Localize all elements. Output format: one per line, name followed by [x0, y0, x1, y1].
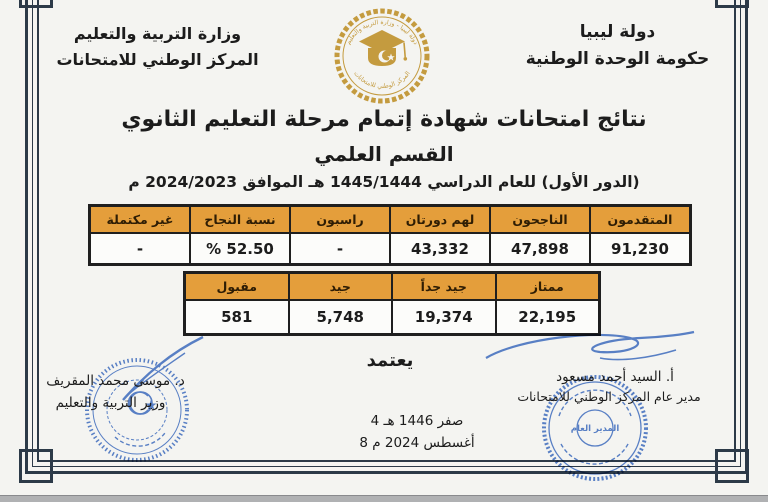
results-table — [88, 204, 692, 266]
approval-label: يعتمد — [366, 350, 414, 371]
grades-table — [183, 271, 601, 336]
results-value-cell: - — [290, 233, 390, 264]
director-signature-ink-icon — [480, 328, 698, 372]
grades-header-cell: جيد جداً — [392, 273, 496, 300]
section-title: القسم العلمي — [314, 142, 454, 166]
results-header-cell: الناجحون — [490, 206, 590, 233]
frame-corner-ornament — [715, 0, 749, 8]
director-signature-title: مدير عام المركز الوطني للامتحانات — [517, 389, 701, 404]
grades-header-cell: ممتاز — [496, 273, 600, 300]
frame-corner-ornament — [19, 0, 53, 8]
scan-edge-strip — [0, 495, 768, 502]
header-state-block — [505, 19, 730, 73]
state-name: دولة ليبيا — [579, 22, 656, 42]
ministry-name: وزارة التربية والتعليم — [73, 24, 242, 43]
director-signature-name: أ. السيد أحمد مسعود — [556, 369, 674, 385]
government-name: حكومة الوحدة الوطنية — [525, 49, 710, 70]
results-value-cell: 43,332 — [390, 233, 490, 264]
seal-bottom-text: المركز الوطني للامتحانات — [352, 70, 412, 91]
hijri-date: 4 صفر 1446 هـ — [370, 413, 464, 429]
frame-corner-ornament — [715, 449, 749, 483]
exams-center-name: المركز الوطني للامتحانات — [56, 49, 259, 69]
date-block — [312, 410, 522, 455]
director-stamp-center-text: المدير العام — [570, 424, 620, 434]
results-value-row — [90, 233, 690, 264]
results-value-cell: 47,898 — [490, 233, 590, 264]
results-header-cell: راسبون — [290, 206, 390, 233]
grades-header-cell: مقبول — [185, 273, 289, 300]
results-value-cell: 91,230 — [590, 233, 690, 264]
certificate-title: نتائج امتحانات شهادة إتمام مرحلة التعليم الثانوي — [121, 107, 647, 132]
results-header-row — [90, 206, 690, 233]
grades-value-cell: 581 — [185, 300, 289, 334]
ministry-seal-icon — [332, 6, 432, 106]
results-header-cell: المتقدمون — [590, 206, 690, 233]
grades-value-cell: 5,748 — [289, 300, 393, 334]
minister-signature-name: د. موسى محمد المقريف — [46, 373, 185, 389]
results-header-cell: غير مكتملة — [90, 206, 190, 233]
grades-value-cell: 19,374 — [392, 300, 496, 334]
results-header-cell: نسبة النجاح — [190, 206, 290, 233]
graduation-cap-icon — [359, 30, 407, 66]
header-ministry-block — [45, 21, 270, 72]
results-value-cell: % 52.50 — [190, 233, 290, 264]
frame-corner-ornament — [19, 449, 53, 483]
session-year-line: (الدور الأول) للعام الدراسي 1445/1444 هـ الموافق 2024/2023 م — [128, 173, 640, 191]
seal-top-text: دولة ليبيا - وزارة التربية والتعليم — [344, 18, 420, 46]
results-header-cell: لهم دورتان — [390, 206, 490, 233]
grades-header-cell: جيد — [289, 273, 393, 300]
results-value-cell: - — [90, 233, 190, 264]
gregorian-date: 8 أغسطس 2024 م — [359, 435, 475, 452]
minister-signature-title: وزير التربية والتعليم — [55, 395, 166, 411]
grades-value-cell: 22,195 — [496, 300, 600, 334]
grades-header-row — [185, 273, 599, 300]
